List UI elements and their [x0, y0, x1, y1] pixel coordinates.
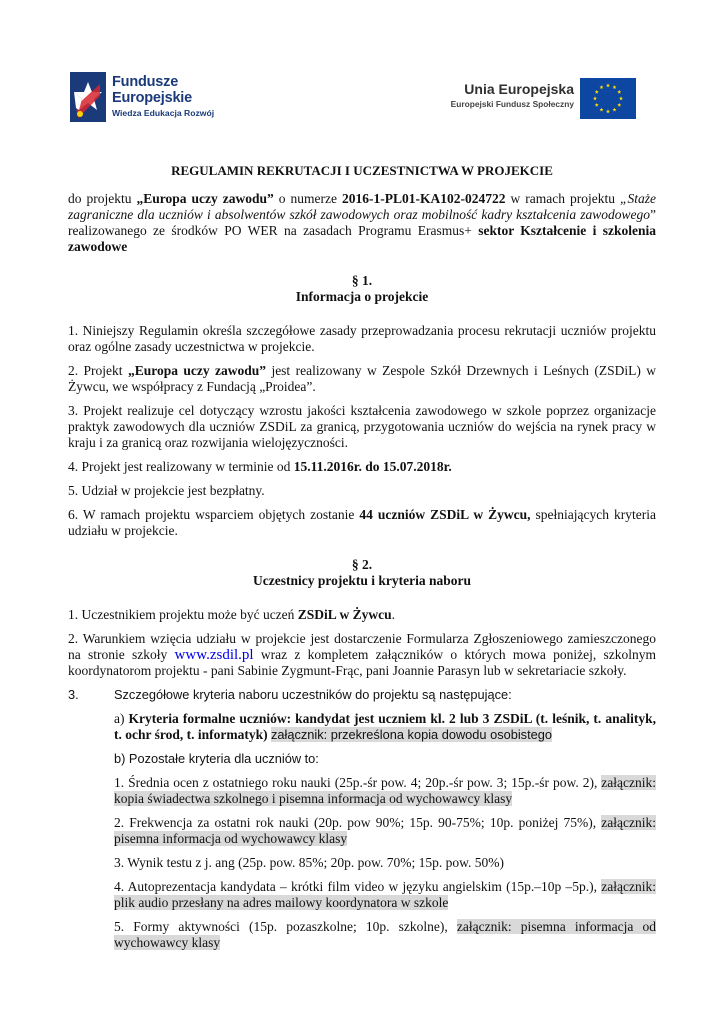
- s2-item-1: [68, 607, 656, 623]
- criteria-b-1-text: 1. Średnia ocen z ostatniego roku nauki (25p.-śr pow. 4; 20p.-śr pow. 3; 15p.-śr pow. 2),: [114, 775, 602, 790]
- project-name: „Europa uczy zawodu”: [136, 191, 274, 206]
- s1-item-2-project: „Europa uczy zawodu”: [127, 363, 267, 378]
- s2-item-1-text: 1. Uczestnikiem projektu może być uczeń: [68, 607, 298, 622]
- ue-logo-line1: Unia Europejska: [464, 81, 574, 97]
- sector-name: sektor Kształcenie i szkolenia zawodowe: [68, 223, 656, 254]
- section-1-title: Informacja o projekcie: [295, 289, 429, 304]
- s1-item-6-text-1: 6. W ramach projektu wsparciem objętych zostanie: [68, 507, 360, 522]
- intro-text-4: ” realizowanego ze środków PO WER na zasadach Programu Erasmus+: [68, 207, 656, 238]
- school-website-link[interactable]: www.zsdil.pl: [174, 647, 254, 663]
- intro-paragraph: [68, 191, 656, 255]
- s1-item-6: [68, 507, 656, 539]
- s2-item-3-text: Szczegółowe kryteria naboru uczestników do projektu są następujące:: [114, 687, 512, 702]
- s1-item-4-dates: 15.11.2016r. do 15.07.2018r.: [293, 459, 452, 474]
- criteria-a-formal: Kryteria formalne uczniów: kandydat jest uczniem kl. 2 lub 3 ZSDiL (t. leśnik, t. analityk, t. ochr środ, t. informatyk): [114, 711, 656, 742]
- section-2-heading: [68, 557, 656, 589]
- criteria-b-1-attachment: załącznik: kopia świadectwa szkolnego i pisemna informacja od wychowawcy klasy: [114, 775, 656, 806]
- criteria-b-1: [114, 775, 656, 807]
- regulation-content: [68, 163, 656, 959]
- criteria-a-attachment: załącznik: przekreślona kopia dowodu osobistego: [271, 727, 552, 742]
- s2-item-3-number: 3.: [68, 687, 79, 702]
- s1-item-6-text-2: spełniających kryteria udziału w projekcie.: [68, 507, 656, 538]
- s2-item-3: [68, 687, 656, 703]
- s1-item-1: 1. Niniejszy Regulamin określa szczegółowe zasady przeprowadzania procesu rekrutacji uczniów projektu oraz ogólne zasady uczestnictwa w projekcie.: [68, 323, 656, 354]
- s2-item-1-school: ZSDiL w Żywcu: [297, 607, 392, 622]
- fe-logo-line1: Fundusze: [112, 74, 179, 90]
- s2-item-2: [68, 631, 656, 679]
- criteria-b-4: [114, 879, 656, 911]
- fe-star-emblem-icon: [70, 72, 106, 122]
- intro-text-2: o numerze: [273, 191, 343, 206]
- section-1-number: § 1.: [351, 273, 373, 288]
- s1-item-2: [68, 363, 656, 395]
- s1-item-2-text-2: jest realizowany w Zespole Szkół Drzewnych i Leśnych (ZSDiL) w Żywcu, we współpracy z Fundacją „Proidea”.: [68, 363, 656, 394]
- s1-item-4: [68, 459, 656, 475]
- criteria-b-2-text: 2. Frekwencja za ostatni rok nauki (20p. pow 90%; 15p. 90-75%; 10p. poniżej 75%),: [114, 815, 602, 830]
- criteria-b-3: 3. Wynik testu z j. ang (25p. pow. 85%; 20p. pow. 70%; 15p. pow. 50%): [114, 855, 505, 870]
- criteria-b-5: [114, 919, 656, 951]
- criteria-b-5-text: 5. Formy aktywności (15p. pozaszkolne; 10p. szkolne),: [114, 919, 457, 934]
- document-title: REGULAMIN REKRUTACJI I UCZESTNICTWA W PROJEKCIE: [171, 163, 553, 178]
- s1-item-5: 5. Udział w projekcie jest bezpłatny.: [68, 483, 265, 498]
- eu-flag-icon: [580, 78, 636, 119]
- s1-item-3: 3. Projekt realizuje cel dotyczący wzrostu jakości kształcenia zawodowego w szkole poprzez organizacje praktyk zawodowych dla uczniów ZSDiL za granicą, przygotowania uczniów do wejścia na rynek pracy w kraju i za granicą oraz rozwijania wielojęzyczności.: [68, 403, 656, 450]
- criteria-b-5-attachment: załącznik: pisemna informacja od wychowawcy klasy: [114, 919, 657, 950]
- criteria-a: [114, 711, 656, 743]
- section-2-title: Uczestnicy projektu i kryteria naboru: [253, 573, 471, 588]
- fundusze-europejskie-logo: [70, 72, 240, 124]
- fe-logo-line3: Wiedza Edukacja Rozwój: [112, 108, 215, 118]
- criteria-b-2: [114, 815, 656, 847]
- intro-text-3: w ramach projektu: [505, 191, 620, 206]
- section-2-number: § 2.: [351, 557, 373, 572]
- criteria-b-4-attachment: załącznik: plik audio przesłany na adres mailowy koordynatora w szkole: [114, 879, 656, 910]
- criteria-b-4-text: 4. Autoprezentacja kandydata – krótki film video w języku angielskim (15p.–10p –5p.),: [114, 879, 602, 894]
- ue-logo-line2: Europejski Fundusz Społeczny: [450, 99, 574, 109]
- s1-item-2-text-1: 2. Projekt: [68, 363, 128, 378]
- s1-item-6-count: 44 uczniów ZSDiL w Żywcu,: [359, 507, 531, 522]
- s2-item-1-end: .: [391, 607, 395, 622]
- unia-europejska-logo: [444, 78, 636, 122]
- s2-item-2-text-2: wraz z kompletem załączników o których mowa poniżej, szkolnym koordynatorom projektu - pani Sabinie Zygmunt-Frąc, pani Joannie Parasyn lub w sekretariacie szkoły.: [68, 647, 656, 678]
- project-number: 2016-1-PL01-KA102-024722: [342, 191, 506, 206]
- intro-text-1: do projektu: [68, 191, 137, 206]
- criteria-b-2-attachment: załącznik: pisemna informacja od wychowawcy klasy: [114, 815, 656, 846]
- s2-item-2-text-1: 2. Warunkiem wzięcia udziału w projekcie jest dostarczenie Formularza Zgłoszeniowego zamieszczonego na stronie szkoły: [68, 631, 656, 662]
- section-1-heading: [68, 273, 656, 305]
- fe-logo-line2: Europejskie: [112, 90, 192, 106]
- program-name: „Staże zagraniczne dla uczniów i absolwentów szkół zawodowych oraz mobilność kadry kształcenia zawodowego: [68, 191, 656, 222]
- criteria-a-label: a): [114, 711, 129, 726]
- s1-item-4-text: 4. Projekt jest realizowany w terminie od: [68, 459, 294, 474]
- criteria-b: b) Pozostałe kryteria dla uczniów to:: [114, 751, 319, 766]
